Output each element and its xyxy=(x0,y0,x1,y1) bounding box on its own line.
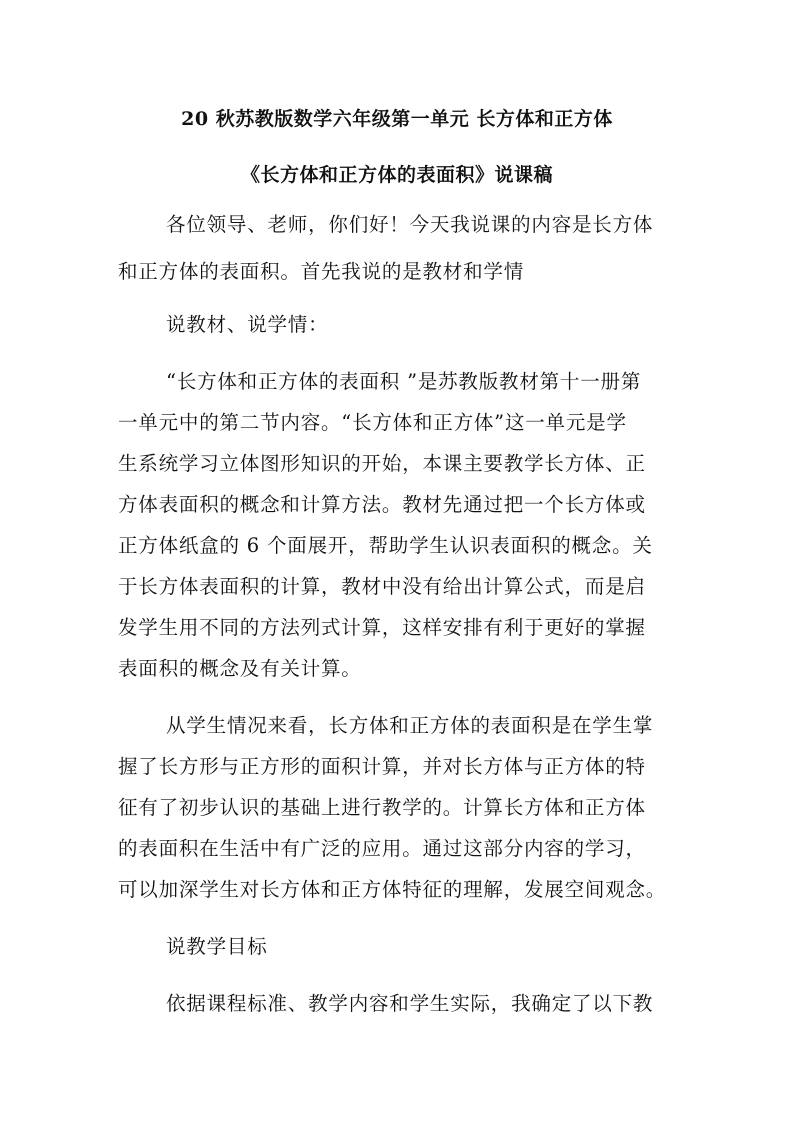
section-heading: 说教学目标 xyxy=(166,935,268,958)
text-line: 方体表面积的概念和计算方法。教材先通过把一个长方体或 xyxy=(118,493,646,516)
document-subtitle: 《长方体和正方体的表面积》说课稿 xyxy=(240,164,553,186)
text-line: 表面积的概念及有关计算。 xyxy=(118,657,362,680)
text-line: 生系统学习立体图形知识的开始，本课主要教学长方体、正 xyxy=(118,452,646,475)
text-line: “长方体和正方体的表面积 ”是苏教版教材第十一册第 xyxy=(166,370,642,393)
text-line: 正方体纸盒的 6 个面展开，帮助学生认识表面积的概念。关 xyxy=(118,534,653,557)
text-line: 依据课程标准、教学内容和学生实际，我确定了以下教 xyxy=(166,992,654,1015)
text-line: 发学生用不同的方法列式计算，这样安排有利于更好的掌握 xyxy=(118,616,646,639)
text-line: 征有了初步认识的基础上进行教学的。计算长方体和正方体 xyxy=(118,796,646,819)
document-title: 20 秋苏教版数学六年级第一单元 长方体和正方体 xyxy=(181,108,613,130)
text-line: 于长方体表面积的计算，教材中没有给出计算公式，而是启 xyxy=(118,575,646,598)
text-line: 从学生情况来看，长方体和正方体的表面积是在学生掌 xyxy=(166,714,654,737)
text-line: 各位领导、老师，你们好！今天我说课的内容是长方体 xyxy=(166,213,654,236)
text-line: 的表面积在生活中有广泛的应用。通过这部分内容的学习， xyxy=(118,837,646,860)
text-line: 握了长方形与正方形的面积计算，并对长方体与正方体的特 xyxy=(118,755,646,778)
text-line: 可以加深学生对长方体和正方体特征的理解，发展空间观念。 xyxy=(118,878,667,901)
section-heading: 说教材、说学情： xyxy=(166,313,329,336)
text-line: 和正方体的表面积。首先我说的是教材和学情 xyxy=(118,260,525,283)
text-line: 一单元中的第二节内容。“长方体和正方体”这一单元是学 xyxy=(118,411,627,434)
